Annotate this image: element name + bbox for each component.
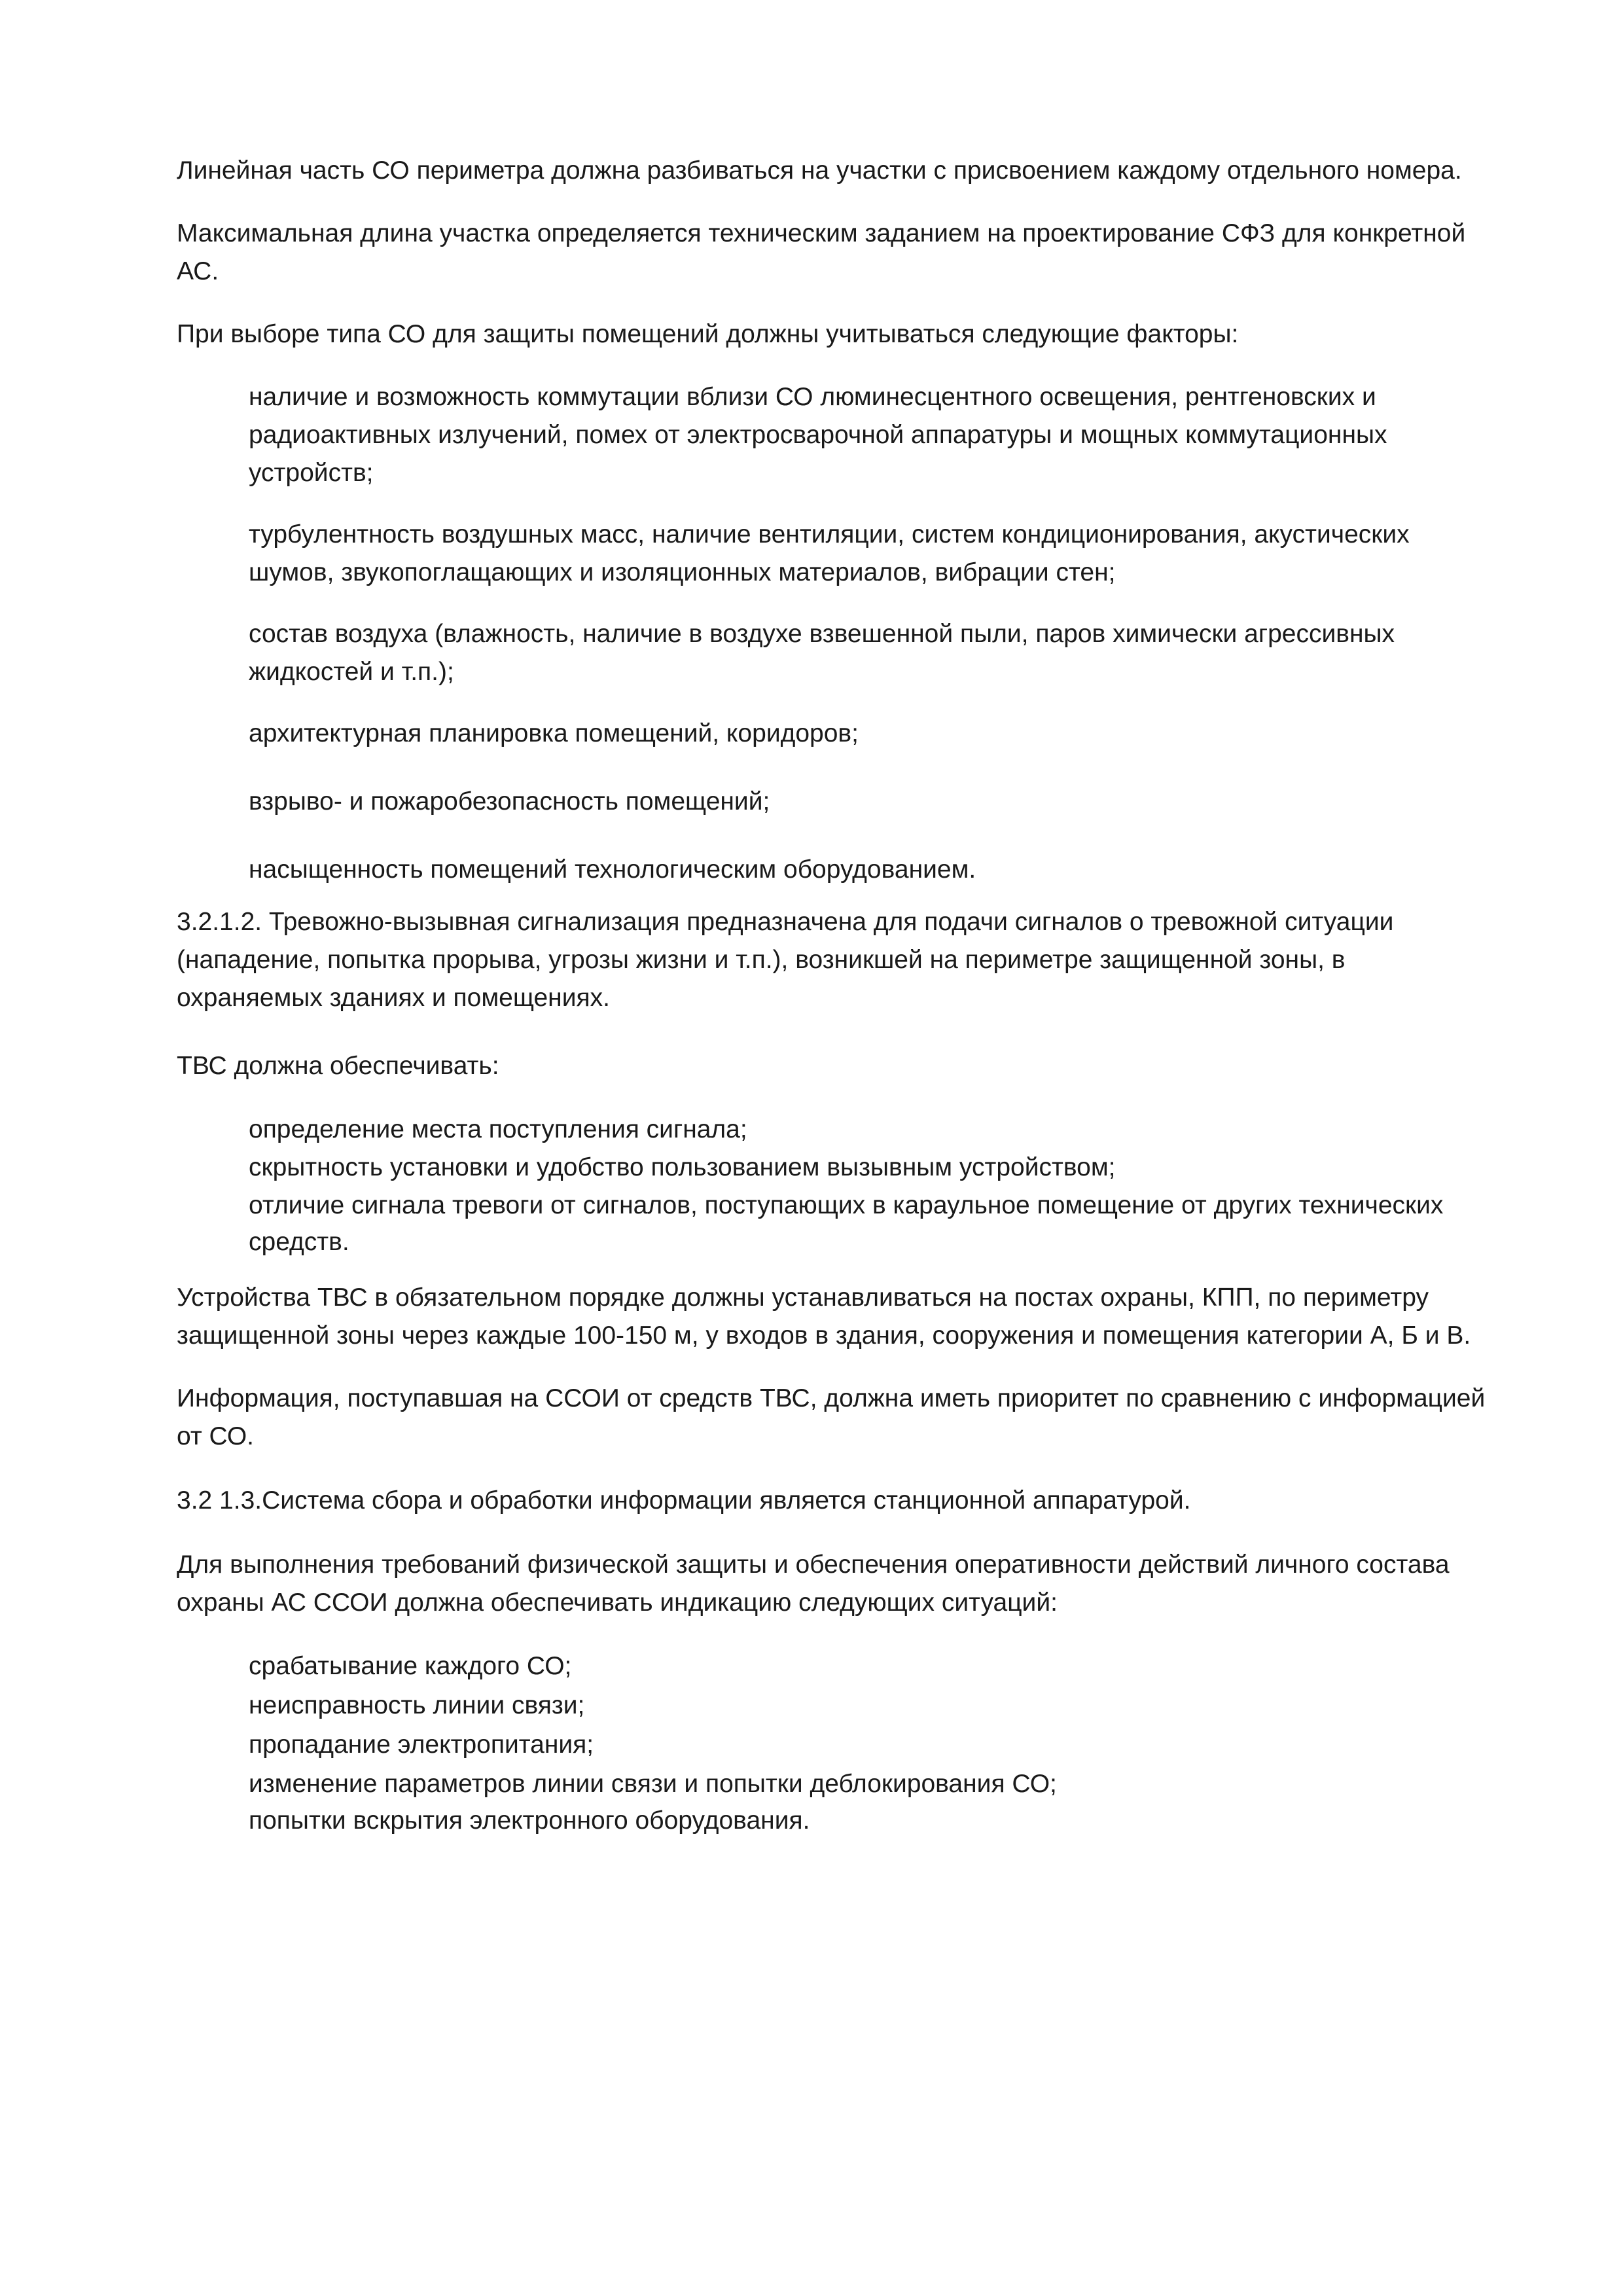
list-item: попытки вскрытия электронного оборудования. — [249, 1806, 810, 1835]
document-page — [177, 152, 1486, 1839]
list-item: состав воздуха (влажность, наличие в воздухе взвешенной пыли, паров химически агрессивных жидкостей и т.п.); — [249, 620, 1395, 686]
list-item: наличие и возможность коммутации вблизи СО люминесцентного освещения, рентгеновских и радиоактивных излучений, помех от электросварочной аппаратуры и мощных коммутационных устройств; — [249, 383, 1387, 487]
paragraph-factors-intro: При выборе типа СО для защиты помещений должны учитываться следующие факторы: — [177, 320, 1239, 348]
paragraph-indication-intro: Для выполнения требований физической защиты и обеспечения оперативности действий личного состава охраны АС ССОИ должна обеспечивать индикацию следующих ситуаций: — [177, 1551, 1450, 1617]
list-item: насыщенность помещений технологическим оборудованием. — [249, 855, 976, 884]
list-item: срабатывание каждого СО; — [249, 1652, 572, 1680]
list-item: неисправность линии связи; — [249, 1691, 585, 1719]
list-item: турбулентность воздушных масс, наличие вентиляции, систем кондиционирования, акустических шумов, звукопоглащающих и изоляционных материалов, вибрации стен; — [249, 520, 1410, 586]
paragraph-priority: Информация, поступавшая на ССОИ от средств ТВС, должна иметь приоритет по сравнению с информацией от СО. — [177, 1384, 1486, 1450]
paragraph-linear-part: Линейная часть СО периметра должна разбиваться на участки с присвоением каждому отдельного номера. — [177, 156, 1462, 185]
paragraph-max-length: Максимальная длина участка определяется техническим заданием на проектирование СФЗ для конкретной АС. — [177, 219, 1466, 285]
paragraph-section-3-2-1-3: 3.2 1.3.Система сбора и обработки информации является станционной аппаратурой. — [177, 1486, 1191, 1515]
list-item: взрыво- и пожаробезопасность помещений; — [249, 787, 770, 816]
list-item: отличие сигнала тревоги от сигналов, поступающих в караульное помещение от других технических средств. — [249, 1191, 1444, 1256]
list-item: архитектурная планировка помещений, коридоров; — [249, 719, 859, 747]
list-item: изменение параметров линии связи и попытки деблокирования СО; — [249, 1770, 1057, 1798]
paragraph-section-3-2-1-2: 3.2.1.2. Тревожно-вызывная сигнализация предназначена для подачи сигналов о тревожной ситуации (нападение, попытка прорыва, угрозы жизни и т.п.), возникшей на периметре защищенной зоны, в охраняемых зданиях и помещениях. — [177, 908, 1394, 1012]
list-item: определение места поступления сигнала; — [249, 1115, 747, 1143]
list-item: скрытность установки и удобство пользованием вызывным устройством; — [249, 1153, 1116, 1181]
paragraph-tvs-intro: ТВС должна обеспечивать: — [177, 1052, 499, 1080]
list-item: пропадание электропитания; — [249, 1731, 594, 1759]
paragraph-tvs-installation: Устройства ТВС в обязательном порядке должны устанавливаться на постах охраны, КПП, по периметру защищенной зоны через каждые 100-150 м, у входов в здания, сооружения и помещения категории А, Б и В. — [177, 1283, 1471, 1350]
